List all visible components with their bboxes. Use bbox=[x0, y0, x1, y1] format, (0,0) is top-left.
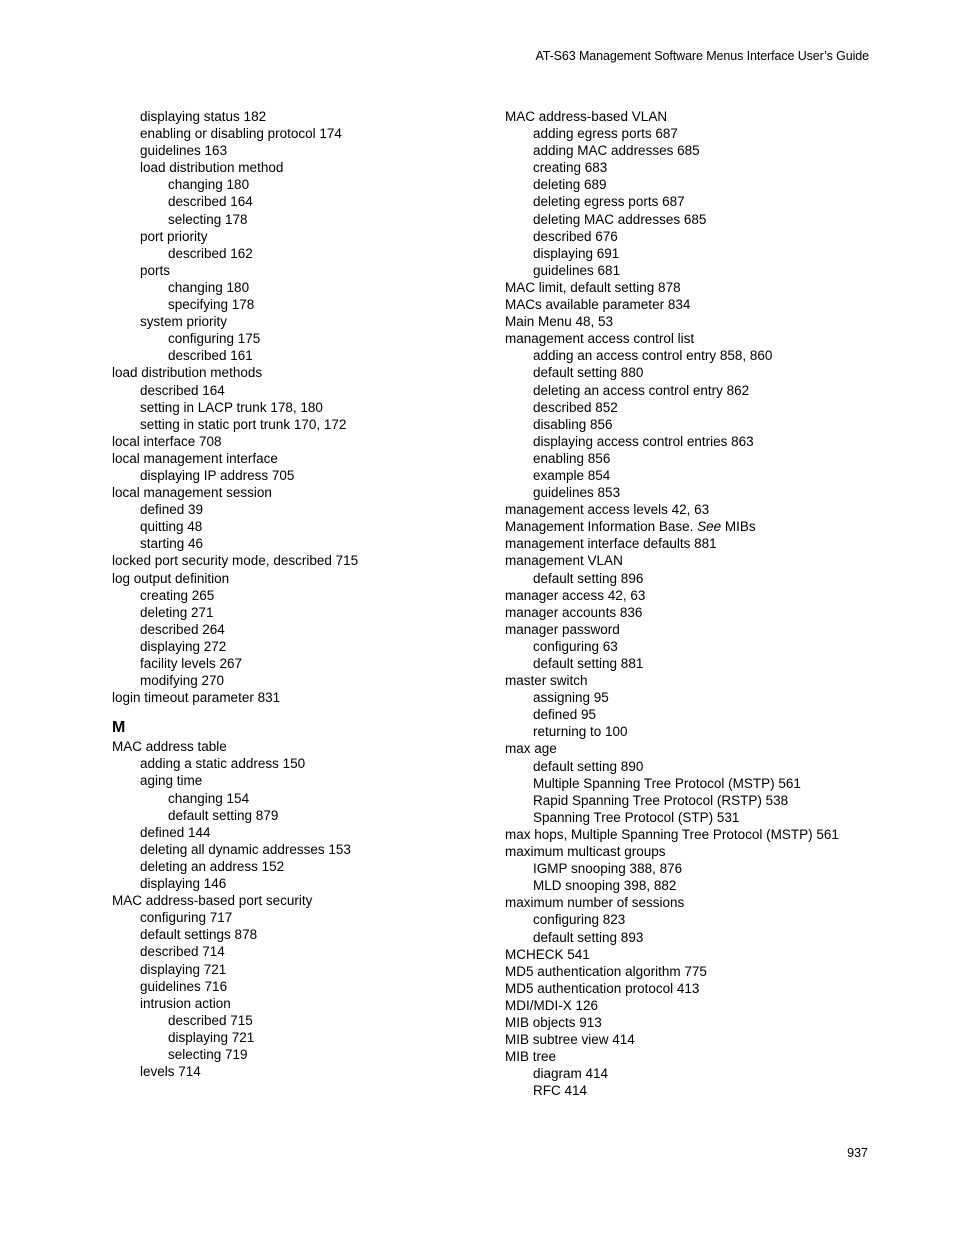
index-subentry bbox=[112, 108, 492, 125]
entry-text: described 161 bbox=[168, 348, 253, 364]
entry-text: Main Menu 48, 53 bbox=[505, 314, 614, 330]
index-entry bbox=[505, 535, 905, 552]
entry-text: displaying 721 bbox=[168, 1029, 255, 1045]
index-entry bbox=[505, 108, 905, 125]
index-entry bbox=[505, 518, 905, 535]
index-subentry bbox=[112, 416, 492, 433]
entry-text: maximum multicast groups bbox=[505, 844, 666, 860]
entry-text: MIB subtree view 414 bbox=[505, 1032, 635, 1048]
index-subentry bbox=[112, 978, 492, 995]
entry-text: adding a static address 150 bbox=[140, 756, 306, 772]
index-subentry bbox=[112, 672, 492, 689]
entry-text: configuring 717 bbox=[140, 910, 233, 926]
entry-text: MACs available parameter 834 bbox=[505, 297, 691, 313]
entry-text: quitting 48 bbox=[140, 519, 203, 535]
entry-text: ports bbox=[140, 262, 171, 278]
index-subentry bbox=[112, 176, 492, 193]
entry-text: max age bbox=[505, 741, 557, 757]
index-subentry bbox=[112, 159, 492, 176]
index-subentry bbox=[505, 228, 905, 245]
index-entry bbox=[112, 552, 492, 569]
index-subentry bbox=[505, 262, 905, 279]
entry-text: described 162 bbox=[168, 245, 253, 261]
index-subentry bbox=[112, 193, 492, 210]
index-entry bbox=[505, 997, 905, 1014]
entry-text: MIB objects 913 bbox=[505, 1014, 602, 1030]
section-letter-text: M bbox=[112, 719, 126, 737]
entry-text: enabling 856 bbox=[533, 450, 611, 466]
entry-text: Multiple Spanning Tree Protocol (MSTP) 561 bbox=[533, 775, 801, 791]
index-subentry bbox=[505, 655, 905, 672]
index-entry bbox=[505, 672, 905, 689]
index-subentry bbox=[112, 228, 492, 245]
index-subentry bbox=[112, 858, 492, 875]
entry-text: management VLAN bbox=[505, 553, 623, 569]
index-subentry bbox=[112, 399, 492, 416]
entry-text: creating 265 bbox=[140, 587, 215, 603]
entry-text: RFC 414 bbox=[533, 1083, 588, 1099]
index-subentry bbox=[505, 877, 905, 894]
entry-text: guidelines 163 bbox=[140, 143, 228, 159]
index-subentry bbox=[112, 961, 492, 978]
index-subentry bbox=[112, 995, 492, 1012]
entry-text: load distribution method bbox=[140, 160, 284, 176]
index-subentry bbox=[505, 689, 905, 706]
index-entry bbox=[505, 621, 905, 638]
entry-text: local interface 708 bbox=[112, 433, 222, 449]
entry-text: guidelines 716 bbox=[140, 978, 228, 994]
entry-text: deleting egress ports 687 bbox=[533, 194, 685, 210]
index-subentry bbox=[112, 841, 492, 858]
index-entry bbox=[505, 826, 905, 843]
entry-text: adding MAC addresses 685 bbox=[533, 143, 700, 159]
entry-text: MIB tree bbox=[505, 1049, 557, 1065]
index-entry bbox=[505, 313, 905, 330]
index-subentry bbox=[112, 262, 492, 279]
entry-text: disabling 856 bbox=[533, 416, 613, 432]
index-subentry bbox=[112, 382, 492, 399]
entry-text: facility levels 267 bbox=[140, 656, 243, 671]
entry-text: deleting all dynamic addresses 153 bbox=[140, 841, 351, 857]
entry-text: port priority bbox=[140, 228, 208, 244]
entry-text: deleting an address 152 bbox=[140, 858, 285, 874]
entry-text: modifying 270 bbox=[140, 673, 225, 689]
index-subentry bbox=[112, 245, 492, 262]
index-subentry bbox=[112, 211, 492, 228]
entry-text: displaying 272 bbox=[140, 638, 227, 654]
index-entry bbox=[505, 330, 905, 347]
entry-text: described 676 bbox=[533, 228, 618, 244]
entry-text: default setting 890 bbox=[533, 758, 644, 774]
index-subentry bbox=[112, 755, 492, 772]
index-subentry bbox=[505, 638, 905, 655]
entry-text: system priority bbox=[140, 314, 228, 330]
index-subentry bbox=[112, 655, 492, 672]
index-subentry bbox=[505, 467, 905, 484]
entry-text: example 854 bbox=[533, 467, 611, 483]
entry-text: displaying 721 bbox=[140, 961, 227, 977]
index-subentry bbox=[112, 790, 492, 807]
index-subentry bbox=[505, 193, 905, 210]
entry-text: configuring 63 bbox=[533, 638, 618, 654]
index-subentry bbox=[505, 723, 905, 740]
entry-text: adding egress ports 687 bbox=[533, 126, 678, 142]
entry-text: specifying 178 bbox=[168, 297, 255, 313]
index-subentry bbox=[505, 706, 905, 723]
entry-text: locked port security mode, described 715 bbox=[112, 553, 359, 569]
index-subentry bbox=[505, 1065, 905, 1082]
entry-text: default settings 878 bbox=[140, 927, 258, 943]
index-subentry bbox=[505, 211, 905, 228]
index-entry bbox=[505, 843, 905, 860]
index-entry bbox=[505, 552, 905, 569]
index-subentry bbox=[112, 772, 492, 789]
entry-text: described 264 bbox=[140, 621, 225, 637]
index-subentry bbox=[112, 587, 492, 604]
index-subentry bbox=[505, 484, 905, 501]
index-entry bbox=[505, 963, 905, 980]
entry-text: MLD snooping 398, 882 bbox=[533, 878, 677, 894]
entry-text: configuring 175 bbox=[168, 331, 261, 347]
entry-text: defined 144 bbox=[140, 824, 211, 840]
index-entry bbox=[112, 364, 492, 381]
entry-text: MCHECK 541 bbox=[505, 946, 590, 962]
entry-text: maximum number of sessions bbox=[505, 895, 685, 911]
entry-text: MAC limit, default setting 878 bbox=[505, 279, 681, 295]
entry-text: deleting 271 bbox=[140, 604, 214, 620]
index-subentry bbox=[112, 142, 492, 159]
entry-text: deleting an access control entry 862 bbox=[533, 382, 750, 398]
entry-text: management access control list bbox=[505, 331, 695, 347]
index-subentry bbox=[112, 926, 492, 943]
entry-text: default setting 896 bbox=[533, 570, 644, 586]
index-subentry bbox=[112, 347, 492, 364]
entry-text: default setting 893 bbox=[533, 929, 644, 945]
index-subentry bbox=[505, 416, 905, 433]
entry-text: deleting 689 bbox=[533, 177, 607, 193]
entry-text: Spanning Tree Protocol (STP) 531 bbox=[533, 809, 740, 825]
index-subentry bbox=[505, 245, 905, 262]
index-entry bbox=[112, 738, 492, 755]
entry-text: local management session bbox=[112, 485, 272, 501]
index-subentry bbox=[112, 535, 492, 552]
index-entry bbox=[505, 587, 905, 604]
entry-text: changing 180 bbox=[168, 177, 250, 193]
entry-text: MAC address table bbox=[112, 739, 227, 755]
index-subentry bbox=[505, 125, 905, 142]
index-subentry bbox=[505, 911, 905, 928]
entry-text: manager password bbox=[505, 621, 620, 637]
entry-text: adding an access control entry 858, 860 bbox=[533, 348, 773, 364]
entry-text: displaying access control entries 863 bbox=[533, 433, 754, 449]
entry-text: max hops, Multiple Spanning Tree Protocol (MSTP) 561 bbox=[505, 826, 839, 842]
index-entry bbox=[505, 296, 905, 313]
see-target: MIBs bbox=[724, 519, 756, 535]
entry-text: log output definition bbox=[112, 570, 230, 586]
entry-text: guidelines 853 bbox=[533, 485, 621, 501]
entry-text: MDI/MDI-X 126 bbox=[505, 997, 599, 1013]
entry-text: assigning 95 bbox=[533, 690, 609, 706]
index-entry bbox=[112, 689, 492, 706]
entry-text: MAC address-based VLAN bbox=[505, 109, 668, 124]
index-subentry bbox=[112, 279, 492, 296]
index-subentry bbox=[112, 1063, 492, 1080]
index-subentry bbox=[505, 176, 905, 193]
entry-text: intrusion action bbox=[140, 995, 231, 1011]
index-subentry bbox=[112, 501, 492, 518]
index-entry bbox=[505, 1014, 905, 1031]
index-section-letter bbox=[112, 719, 492, 737]
entry-text: displaying status 182 bbox=[140, 109, 267, 124]
index-subentry bbox=[505, 929, 905, 946]
entry-text: changing 154 bbox=[168, 790, 250, 806]
entry-text: manager accounts 836 bbox=[505, 604, 643, 620]
index-subentry bbox=[505, 159, 905, 176]
index-subentry bbox=[112, 909, 492, 926]
entry-text: load distribution methods bbox=[112, 365, 263, 381]
index-subentry bbox=[505, 809, 905, 826]
index-entry bbox=[505, 894, 905, 911]
index-subentry bbox=[112, 875, 492, 892]
entry-text: local management interface bbox=[112, 450, 278, 466]
index-entry bbox=[112, 484, 492, 501]
entry-text: selecting 719 bbox=[168, 1046, 248, 1062]
entry-text: starting 46 bbox=[140, 536, 204, 552]
index-subentry bbox=[112, 1046, 492, 1063]
entry-text: enabling or disabling protocol 174 bbox=[140, 126, 342, 142]
index-entry bbox=[505, 1031, 905, 1048]
entry-text: IGMP snooping 388, 876 bbox=[533, 861, 683, 877]
index-subentry bbox=[112, 330, 492, 347]
index-subentry bbox=[505, 860, 905, 877]
index-column-right bbox=[505, 108, 905, 1099]
index-entry bbox=[112, 570, 492, 587]
index-subentry bbox=[112, 943, 492, 960]
index-entry bbox=[505, 279, 905, 296]
index-entry bbox=[505, 740, 905, 757]
entry-text: guidelines 681 bbox=[533, 262, 621, 278]
entry-text: displaying 691 bbox=[533, 245, 620, 261]
entry-text: described 715 bbox=[168, 1012, 253, 1028]
index-subentry bbox=[505, 382, 905, 399]
entry-text: diagram 414 bbox=[533, 1066, 609, 1082]
index-subentry bbox=[505, 347, 905, 364]
entry-text: master switch bbox=[505, 673, 588, 689]
entry-text: MD5 authentication protocol 413 bbox=[505, 980, 700, 996]
entry-text: described 714 bbox=[140, 944, 225, 960]
index-column-left bbox=[112, 108, 492, 1080]
entry-text: described 164 bbox=[140, 382, 225, 398]
entry-text: setting in static port trunk 170, 172 bbox=[140, 416, 347, 432]
entry-text: defined 95 bbox=[533, 707, 597, 723]
entry-text: deleting MAC addresses 685 bbox=[533, 211, 707, 227]
entry-text: management access levels 42, 63 bbox=[505, 502, 710, 518]
index-subentry bbox=[505, 1082, 905, 1099]
entry-text: described 164 bbox=[168, 194, 253, 210]
index-entry bbox=[505, 604, 905, 621]
index-subentry bbox=[505, 399, 905, 416]
entry-text: levels 714 bbox=[140, 1064, 201, 1080]
index-subentry bbox=[505, 433, 905, 450]
entry-text: displaying 146 bbox=[140, 876, 227, 892]
index-subentry bbox=[505, 142, 905, 159]
entry-text: creating 683 bbox=[533, 160, 608, 176]
index-subentry bbox=[112, 467, 492, 484]
index-entry bbox=[112, 892, 492, 909]
index-subentry bbox=[505, 758, 905, 775]
entry-text: changing 180 bbox=[168, 279, 250, 295]
entry-text: default setting 881 bbox=[533, 656, 644, 671]
index-subentry bbox=[112, 125, 492, 142]
entry-text: default setting 879 bbox=[168, 807, 279, 823]
entry-text: management interface defaults 881 bbox=[505, 536, 717, 552]
index-subentry bbox=[112, 824, 492, 841]
index-subentry bbox=[112, 518, 492, 535]
index-entry bbox=[505, 501, 905, 518]
index-subentry bbox=[505, 570, 905, 587]
index-subentry bbox=[112, 1012, 492, 1029]
entry-text: defined 39 bbox=[140, 502, 204, 518]
index-subentry bbox=[505, 775, 905, 792]
index-entry bbox=[505, 946, 905, 963]
index-entry bbox=[112, 450, 492, 467]
entry-text: Rapid Spanning Tree Protocol (RSTP) 538 bbox=[533, 792, 789, 808]
entry-text: manager access 42, 63 bbox=[505, 587, 646, 603]
entry-text: configuring 823 bbox=[533, 912, 626, 928]
see-reference: See bbox=[697, 519, 722, 535]
index-subentry bbox=[112, 296, 492, 313]
index-subentry bbox=[112, 604, 492, 621]
index-subentry bbox=[112, 638, 492, 655]
page-number: 937 bbox=[847, 1146, 868, 1160]
entry-text: login timeout parameter 831 bbox=[112, 690, 281, 706]
entry-text: displaying IP address 705 bbox=[140, 467, 295, 483]
index-subentry bbox=[112, 1029, 492, 1046]
entry-text: MD5 authentication algorithm 775 bbox=[505, 963, 707, 979]
entry-text: aging time bbox=[140, 773, 203, 789]
index-subentry bbox=[112, 621, 492, 638]
index-entry bbox=[505, 980, 905, 997]
index-subentry bbox=[112, 313, 492, 330]
entry-text: returning to 100 bbox=[533, 724, 628, 740]
index-entry bbox=[112, 433, 492, 450]
entry-text: Management Information Base. bbox=[505, 519, 694, 535]
index-subentry bbox=[112, 807, 492, 824]
entry-text: described 852 bbox=[533, 399, 618, 415]
index-entry bbox=[505, 1048, 905, 1065]
index-subentry bbox=[505, 364, 905, 381]
index-subentry bbox=[505, 792, 905, 809]
entry-text: setting in LACP trunk 178, 180 bbox=[140, 399, 323, 415]
entry-text: selecting 178 bbox=[168, 211, 248, 227]
entry-text: MAC address-based port security bbox=[112, 893, 313, 909]
running-header: AT-S63 Management Software Menus Interface User’s Guide bbox=[535, 49, 869, 63]
index-subentry bbox=[505, 450, 905, 467]
entry-text: default setting 880 bbox=[533, 365, 644, 381]
